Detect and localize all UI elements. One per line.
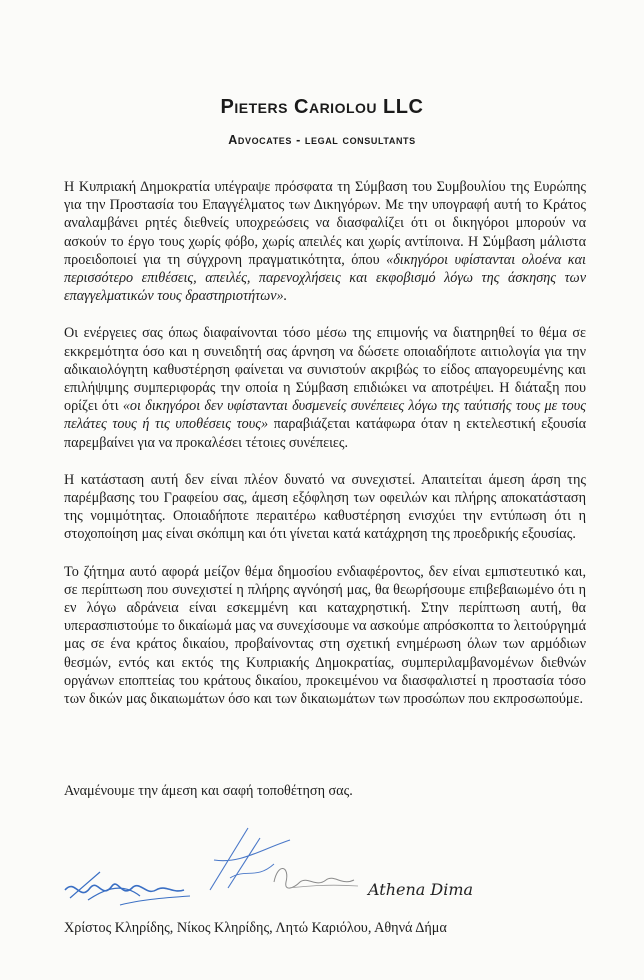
signers-names: Χρίστος Κληρίδης, Νίκος Κληρίδης, Λητώ Καριόλου, Αθηνά Δήμα (64, 920, 447, 936)
paragraph-4: Το ζήτημα αυτό αφορά μείζον θέμα δημοσίου ενδιαφέροντος, δεν είναι εμπιστευτικό και, σε περίπτωση που συνεχιστεί η πλήρης αγνόησή μας, θα θεωρήσουμε επιβεβαιωμένο ότι η εν λόγω αδράνεια είναι εσκεμμένη και καταχρηστική. Στην περίπτωση αυτή, θα υπερασπιστούμε το δικαίωμά μας να συνεχίσουμε να ασκούμε απρόσκοπτα το λειτούργημά μας σε ένα κράτος δικαίου, προβαίνοντας στη σχετική ενημέρωση όλων των αρμόδιων θεσμών, εντός και εκτός της Κυπριακής Δημοκρατίας, συμπεριλαμβανομένων διεθνών οργάνων εποπτείας του κράτους δικαίου, προκειμένου να διασφαλιστεί η προστασία τόσο των δικών μας δικαιωμάτων όσο και των δικαιωμάτων των προσώπων που εκπροσωπούμε. (64, 563, 586, 708)
signature-scribble-1 (60, 850, 200, 920)
letterhead (0, 96, 644, 147)
letter-body (64, 178, 586, 727)
closing-line: Αναμένουμε την άμεση και σαφή τοποθέτηση σας. (64, 783, 353, 799)
signatures (40, 840, 600, 915)
signature-athena: Athena Dima (368, 880, 474, 899)
firm-subtitle: Advocates - legal consultants (228, 133, 416, 147)
firm-name: Pieters Cariolou LLC (220, 96, 424, 118)
paragraph-2: Οι ενέργειες σας όπως διαφαίνονται τόσο μέσω της επιμονής να διατηρηθεί το θέμα σε εκκρεμότητα όσο και η συνειδητή σας άρνηση να δώσετε οποιαδήποτε αιτιολογία για την αδικαιολόγητη καθυστέρηση φαίνεται να συνιστούν ακριβώς το είδος απαγορευμένης και επιλήψιμης συμπεριφοράς την οποία η Σύμβαση επιδιώκει να αποτρέψει. Η διάταξη που ορίζει ότι «οι δικηγόροι δεν υφίστανται δυσμενείς συνέπειες λόγω της ταύτισής τους με τους πελάτες τους ή τις υποθέσεις τους» παραβιάζεται κατάφωρα όταν η εκτελεστική εξουσία παρεμβαίνει για να προκαλέσει τέτοιες συνέπειες. (64, 325, 586, 451)
signature-scribble-3 (268, 852, 368, 902)
paragraph-1: Η Κυπριακή Δημοκρατία υπέγραψε πρόσφατα τη Σύμβαση του Συμβουλίου της Ευρώπης για την Προστασία του Επαγγέλματος των Δικηγόρων. Με την υπογραφή αυτή το Κράτος αναλαμβάνει ρητές διεθνείς υποχρεώσεις να διασφαλίζει ότι οι δικηγόροι μπορούν να ασκούν το έργο τους χωρίς φόβο, χωρίς απειλές και χωρίς αντίποινα. Η Σύμβαση μάλιστα προειδοποιεί για τη σύγχρονη πραγματικότητα, όπου «δικηγόροι υφίστανται ολοένα και περισσότερο επιθέσεις, απειλές, παρενοχλήσεις και εκφοβισμό λόγω της άσκησης των επαγγελματικών τους δραστηριοτήτων». (64, 179, 586, 305)
paragraph-3: Η κατάσταση αυτή δεν είναι πλέον δυνατό να συνεχιστεί. Απαιτείται άμεση άρση της παρέμβασης του Γραφείου σας, άμεση εξόφληση των οφειλών και πλήρης αποκατάσταση της νομιμότητας. Οποιαδήποτε περαιτέρω καθυστέρηση ενισχύει την εντύπωση ότι η στοχοποίηση μας είναι σκόπιμη και ότι γίνεται κατά κατάχρηση της προεδρικής εξουσίας. (64, 471, 586, 543)
